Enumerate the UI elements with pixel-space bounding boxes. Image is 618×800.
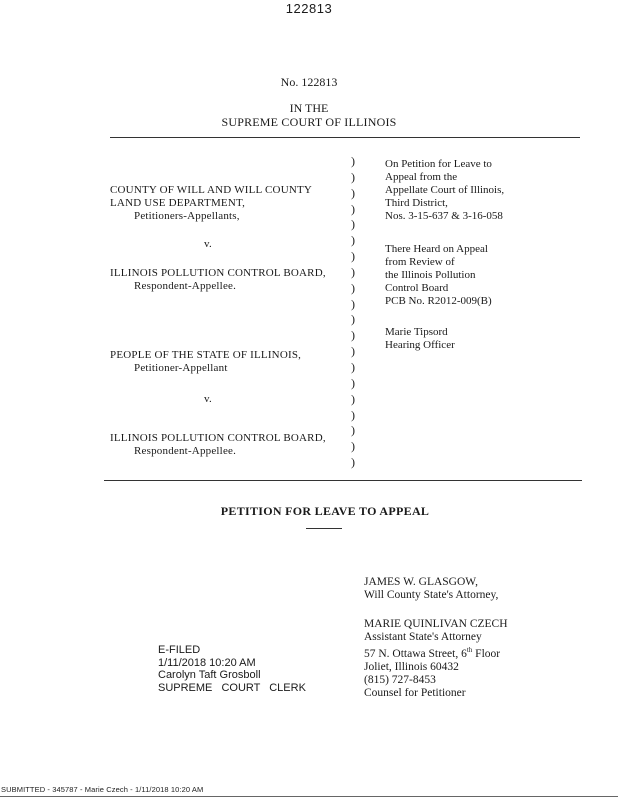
efiled-stamp <box>158 644 306 694</box>
clerk-name: Carolyn Taft Grosboll <box>158 669 261 681</box>
court-line-1: IN THE <box>289 101 329 115</box>
petition-info-line-1: On Petition for Leave to <box>385 158 492 170</box>
petition-info-line-2: Appeal from the <box>385 171 458 183</box>
assistant-name: MARIE QUINLIVAN CZECH <box>364 618 508 630</box>
assistant-title: Assistant State's Attorney <box>364 631 482 643</box>
petition-info-line-4: Third District, <box>385 197 448 209</box>
heard-info-line-4: Control Board <box>385 282 449 294</box>
party-4 <box>110 432 326 458</box>
footer-rule <box>0 796 618 797</box>
party-4-name: ILLINOIS POLLUTION CONTROL BOARD, <box>110 432 326 444</box>
address-city: Joliet, Illinois 60432 <box>364 660 459 673</box>
party-1-line-2: LAND USE DEPARTMENT, <box>110 197 246 209</box>
party-2 <box>110 267 326 293</box>
clerk-title: SUPREME COURT CLERK <box>158 681 306 694</box>
petition-info-line-3: Appellate Court of Illinois, <box>385 184 505 196</box>
court-name: SUPREME COURT OF ILLINOIS <box>221 115 397 129</box>
party-1 <box>110 184 312 223</box>
caption-bottom-rule <box>104 480 582 481</box>
hearing-officer-title: Hearing Officer <box>385 339 455 351</box>
party-1-line-1: COUNTY OF WILL AND WILL COUNTY <box>110 184 313 196</box>
attorney-title: Will County State's Attorney, <box>364 589 499 601</box>
party-1-role: Petitioners-Appellants, <box>134 210 240 222</box>
address-floor: Floor <box>472 647 501 660</box>
document-title: PETITION FOR LEAVE TO APPEAL <box>220 504 430 518</box>
title-underline <box>306 528 342 529</box>
address-superscript: th <box>466 646 473 654</box>
party-3 <box>110 349 301 375</box>
party-4-role: Respondent-Appellee. <box>134 445 237 457</box>
attorney-name: JAMES W. GLASGOW, <box>364 576 478 588</box>
heard-info <box>385 243 492 308</box>
counsel-label: Counsel for Petitioner <box>364 686 466 699</box>
heard-info-line-5: PCB No. R2012-009(B) <box>385 295 492 307</box>
caption-parentheses: ) ) ) ) ) ) ) ) ) ) ) ) ) ) ) ) ) ) ) ) <box>351 154 355 470</box>
party-3-name: PEOPLE OF THE STATE OF ILLINOIS, <box>110 349 302 361</box>
phone-number: (815) 727-8453 <box>364 673 436 686</box>
address-street-text: 57 N. Ottawa Street, 6 <box>364 647 467 660</box>
heard-info-line-1: There Heard on Appeal <box>385 243 488 255</box>
hearing-officer <box>385 326 455 352</box>
hearing-officer-name: Marie Tipsord <box>385 326 448 338</box>
versus-1: v. <box>204 238 212 250</box>
versus-2: v. <box>204 393 212 405</box>
heard-info-line-2: from Review of <box>385 256 455 268</box>
caption-top-rule <box>110 137 580 138</box>
address-street <box>364 644 508 661</box>
submission-footer: SUBMITTED - 345787 - Marie Czech - 1/11/2018 10:20 AM <box>1 785 204 794</box>
party-2-name: ILLINOIS POLLUTION CONTROL BOARD, <box>110 267 326 279</box>
assistant-block <box>364 618 508 700</box>
heard-info-line-3: the Illinois Pollution <box>385 269 476 281</box>
efiled-label: E-FILED <box>158 644 201 656</box>
party-2-role: Respondent-Appellee. <box>134 280 237 292</box>
party-3-role: Petitioner-Appellant <box>134 362 228 374</box>
attorney-block <box>364 576 498 602</box>
petition-info <box>385 158 504 223</box>
page-number-header: 122813 <box>285 1 333 16</box>
efiled-datetime: 1/11/2018 10:20 AM <box>158 656 256 669</box>
petition-info-line-5: Nos. 3-15-637 & 3-16-058 <box>385 210 503 222</box>
case-number: No. 122813 <box>280 75 338 89</box>
